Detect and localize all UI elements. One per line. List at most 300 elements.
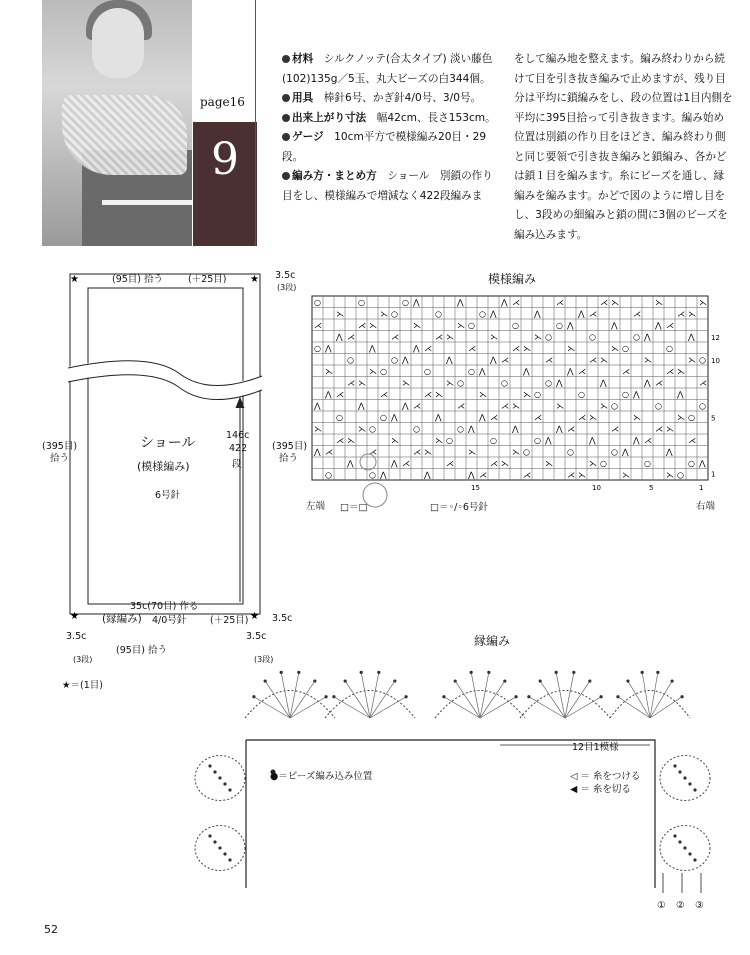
stitch-symbol: ○ [369, 424, 376, 434]
stitch-symbol: ○ [611, 447, 618, 457]
stitch-symbol: ⋀ [314, 401, 321, 411]
stitch-symbol: ○ [644, 459, 651, 468]
stitch-symbol: ⋀ [479, 413, 486, 422]
bead-dot [683, 776, 686, 779]
stitch-symbol: ⋋ [435, 390, 443, 399]
stitch-symbol: ○ [358, 298, 365, 307]
bead-dot [360, 671, 363, 674]
materials-item: 材料 シルクノッテ(合太タイプ) 淡い藤色(102)135g／5玉、丸大ビーズの白344個。 [282, 53, 493, 85]
stitch-symbol: ⋋ [347, 436, 355, 445]
bead-dot [670, 679, 673, 682]
stitch-symbol: ⋌ [655, 378, 663, 388]
bead-dot [404, 695, 407, 698]
stitch-symbol: ⋌ [567, 424, 575, 434]
stitch-symbol: ⋋ [369, 367, 377, 376]
stitch-symbol: ⋀ [314, 447, 321, 457]
scallop [325, 691, 415, 719]
stitch-symbol: ⋀ [336, 332, 343, 342]
bullet-icon [282, 114, 290, 122]
top-pickup: (95目) 拾う [112, 274, 164, 285]
stitch-symbol: ⋌ [369, 447, 377, 457]
stitch-symbol: ⋀ [446, 355, 453, 365]
stitch-symbol: ⋀ [468, 470, 475, 480]
stitch-symbol: ⋀ [567, 367, 574, 376]
stitch-symbol: ⋋ [512, 447, 520, 457]
size-item: 出来上がり寸法 幅42cm、長さ153cm。 [282, 109, 496, 129]
stitch-symbol: ⋋ [523, 344, 531, 353]
stitch-symbol: ⋀ [688, 332, 695, 342]
stitch-symbol: ⋋ [314, 424, 322, 434]
fan-stitch [290, 697, 326, 718]
stitch-symbol: ⋀ [325, 344, 332, 353]
stitch-symbol: ⋌ [688, 436, 696, 445]
stitch-symbol: ⋋ [611, 344, 619, 353]
bead-dot [218, 846, 221, 849]
stitch-symbol: ⋋ [622, 470, 630, 480]
stitch-symbol: ⋀ [325, 390, 332, 399]
stitch-symbol: ⋌ [413, 401, 421, 411]
side-left-pickup: 拾う [50, 453, 70, 464]
cast-on: 35c(70目) 作る [130, 601, 199, 612]
stitch-symbol: ⋋ [479, 390, 487, 399]
stitch-symbol: ○ [380, 367, 387, 376]
stitch-symbol: ○ [567, 447, 574, 457]
row-label: 1 [711, 470, 716, 479]
stitch-symbol: ⋀ [556, 424, 563, 434]
shawl-name: ショール [140, 435, 196, 451]
chart-right-end: 右端 [696, 501, 716, 512]
edging-title: 縁編み [474, 634, 511, 648]
bead-dot [454, 679, 457, 682]
pattern-number-badge: 9 [193, 122, 257, 246]
stitch-symbol: ○ [402, 298, 409, 307]
stitch-symbol: ○ [490, 436, 497, 445]
stitch-symbol: ○ [468, 321, 475, 330]
corner-star: ★ [250, 611, 259, 622]
bullet-icon [282, 133, 290, 141]
stitch-symbol: ⋌ [633, 309, 641, 319]
rows-label: 422 [229, 443, 248, 454]
fan-stitch [618, 697, 650, 718]
scallop [610, 691, 690, 719]
tools-item: 用具 棒針6号、かぎ針4/0号、3/0号。 [282, 89, 496, 109]
stitch-symbol: ⋀ [490, 309, 497, 319]
rows-unit: 段 [232, 459, 242, 470]
bead-dot [442, 695, 445, 698]
bead-dot [588, 679, 591, 682]
stitch-symbol: ⋀ [490, 355, 497, 365]
corner-top: 3.5c [275, 270, 296, 281]
cut-note: ◀ ＝ 糸を切る [570, 784, 631, 795]
stitch-symbol: ⋌ [479, 470, 487, 480]
side-right-count: (395目) [272, 441, 308, 452]
bead-dot [313, 679, 316, 682]
shawl-needle: 6号針 [155, 490, 181, 501]
bead-dot [680, 695, 683, 698]
fan-stitch [254, 697, 290, 718]
bead-dot [673, 764, 676, 767]
stitch-symbol: ○ [589, 332, 596, 342]
stitch-symbol: ⋀ [391, 413, 398, 422]
stitch-symbol: ⋋ [358, 424, 366, 434]
divider [255, 0, 256, 246]
bead-dot [616, 695, 619, 698]
stitch-symbol: ⋌ [501, 401, 509, 411]
corner-star: ★ [250, 274, 259, 285]
stitch-symbol: ○ [424, 367, 431, 376]
stitch-symbol: ⋋ [435, 436, 443, 445]
method-item: 編み方・まとめ方 ショール 別鎖の作り目をし、模様編みで増減なく422段編みま [282, 170, 493, 202]
bead-dot [678, 770, 681, 773]
stitch-symbol: ⋋ [402, 378, 410, 388]
bead-dot [599, 695, 602, 698]
page-number: 52 [44, 923, 58, 936]
bead-dot [218, 776, 221, 779]
bottom-plus: (＋25目) [210, 615, 249, 626]
stitch-symbol: ○ [314, 344, 321, 353]
stitch-symbol: ⋌ [666, 367, 674, 376]
stitch-symbol: ⋀ [435, 413, 442, 422]
scallop [435, 691, 525, 719]
stitch-symbol: ○ [369, 470, 376, 480]
bead-dot [344, 679, 347, 682]
stitch-symbol: ○ [666, 344, 673, 353]
corner-star: ★ [70, 611, 79, 622]
stitch-symbol: ⋀ [644, 378, 651, 388]
stitch-symbol: ○ [435, 309, 442, 319]
stitch-symbol: ○ [688, 459, 695, 468]
chart-left-end: 左端 [306, 501, 326, 512]
stitch-symbol: ○ [457, 424, 464, 434]
stitch-symbol: ⋌ [413, 447, 421, 457]
stitch-symbol: ⋌ [446, 459, 454, 468]
stitch-symbol: ⋋ [589, 413, 597, 422]
stitch-symbol: ⋋ [600, 401, 608, 411]
stitch-symbol: ⋋ [545, 459, 553, 468]
stitch-symbol: ⋋ [336, 309, 344, 319]
stitch-symbol: ⋌ [578, 413, 586, 422]
length-label: 146c [226, 430, 250, 441]
star-note: ★＝(1目) [62, 680, 103, 691]
bead-dot [656, 671, 659, 674]
stitch-symbol: ⋋ [600, 355, 608, 365]
stitch-symbol: ○ [578, 390, 585, 399]
shawl-edge [246, 740, 655, 888]
bead-dot [280, 671, 283, 674]
stitch-symbol: ⋋ [457, 321, 465, 330]
stitch-symbol: ○ [534, 390, 541, 399]
bead-dot [514, 695, 517, 698]
stitch-symbol: ○ [479, 309, 486, 319]
stitch-symbol: ○ [413, 424, 420, 434]
stitch-symbol: ○ [336, 413, 343, 422]
stitch-symbol: ⋌ [589, 309, 597, 319]
fan-stitch [529, 697, 565, 718]
stitch-symbol: ⋌ [655, 424, 663, 434]
stitch-symbol: ⋌ [501, 355, 509, 365]
corner-star: ★ [70, 274, 79, 285]
stitch-symbol: ⋀ [677, 390, 684, 399]
stitch-symbol: ⋀ [655, 321, 662, 330]
stitch-symbol: ⋌ [556, 298, 564, 307]
stitch-symbol: ⋋ [534, 332, 542, 342]
bead-dot [626, 679, 629, 682]
stitch-symbol: ⋋ [556, 401, 564, 411]
corner-width-left: 3.5c [66, 631, 87, 642]
stitch-symbol: ○ [677, 470, 684, 480]
stitch-symbol: ⋋ [380, 309, 388, 319]
edging-label: (縁編み) [102, 613, 142, 625]
bead-dot [223, 852, 226, 855]
stitch-symbol: ⋀ [699, 459, 706, 468]
stitch-symbol: ⋀ [578, 309, 585, 319]
stitch-symbol: ⋌ [391, 332, 399, 342]
side-left-count: (395目) [42, 441, 78, 452]
stitch-symbol: ⋋ [644, 355, 652, 365]
stitch-symbol: ⋀ [501, 298, 508, 307]
stitch-symbol: ○ [501, 378, 508, 388]
bead-dot [213, 840, 216, 843]
stitch-symbol: ⋀ [391, 459, 398, 468]
scallop [520, 691, 610, 719]
method-continued: をして編み地を整えます。編み終わりから続けて目を引き抜き編みで止めますが、残り目分は平均に鎖編みをし、段の位置は1目内側を平均に395目拾って引き抜きます。編み始め位置は別鎖の作り目をほどき、編み終わり側と同じ要領で引き抜き編みと鎖編み、各かどは鎖１目を編みます。糸にビーズを通し、縁編みを編みます。かどで図のように増し目をし、3段めの細編みと鎖の間に3個のビーズを編み込みます。 [514, 53, 733, 241]
row-label: 12 [711, 334, 720, 342]
row-label: 5 [711, 414, 716, 423]
stitch-symbol: ⋋ [501, 459, 509, 468]
stitch-symbol: ⋌ [468, 344, 476, 353]
row-mark-3: ③ [695, 900, 704, 911]
stitch-symbol: ⋋ [523, 390, 531, 399]
stitch-symbol: ⋀ [556, 378, 563, 388]
stitch-symbol: ⋌ [490, 413, 498, 422]
stitch-symbol: ⋀ [413, 344, 420, 353]
yarn-ball [360, 454, 376, 470]
row-label: 10 [711, 357, 720, 365]
stitch-symbol: ○ [699, 355, 706, 365]
stitch-symbol: ⋋ [369, 321, 377, 330]
bead-dot [228, 858, 231, 861]
stitch-symbol: ⋋ [512, 401, 520, 411]
bead-dot [527, 695, 530, 698]
fan-stitch [370, 697, 406, 718]
stitch-symbol: ⋀ [402, 401, 409, 411]
stitch-symbol: ⋌ [325, 447, 333, 457]
stitch-symbol: ⋀ [457, 298, 464, 307]
stitch-symbol: ○ [622, 344, 629, 353]
stitch-symbol: ⋀ [402, 355, 409, 365]
stitch-symbol: ⋋ [699, 298, 707, 307]
row-mark-1: ① [657, 900, 666, 911]
stitch-symbol: ⋌ [523, 470, 531, 480]
corner-width-right: 3.5c [246, 631, 267, 642]
chart-legend-2: □＝◦/◦6号針 [430, 502, 488, 513]
stitch-symbol: ⋋ [413, 321, 421, 330]
spec-column-1 [282, 50, 496, 206]
edging-hook: 4/0号針 [152, 615, 187, 626]
bead-dot [208, 764, 211, 767]
stitch-symbol: ⋀ [545, 436, 552, 445]
bead-dot [393, 679, 396, 682]
stitch-symbol: ⋋ [424, 447, 432, 457]
bead-dot [252, 695, 255, 698]
stitch-symbol: ○ [611, 401, 618, 411]
stitch-symbol: ⋀ [567, 321, 574, 330]
bead-dot [228, 788, 231, 791]
stitch-symbol: ⋌ [314, 321, 322, 330]
stitch-symbol: ⋌ [347, 332, 355, 342]
stitch-symbol: ⋋ [490, 332, 498, 342]
stitch-symbol: ○ [347, 355, 354, 365]
stitch-symbol: ⋀ [622, 447, 629, 457]
stitch-symbol: ○ [523, 447, 530, 457]
bullet-icon [282, 94, 290, 102]
fan-stitch [650, 697, 682, 718]
stitch-symbol: ⋌ [589, 355, 597, 365]
corner-top-rows: (3段) [277, 283, 297, 292]
stitch-symbol: ⋋ [567, 344, 575, 353]
fan-stitch [334, 697, 370, 718]
stitch-symbol: ⋋ [688, 309, 696, 319]
stitch-symbol: ⋌ [490, 459, 498, 468]
stitch-symbol: ○ [446, 436, 453, 445]
repeat-label: 12目1模様 [572, 742, 619, 753]
bead-dot [213, 770, 216, 773]
stitch-symbol: ⋋ [666, 470, 674, 480]
stitch-symbol: ⋀ [413, 298, 420, 307]
stitch-chart [300, 290, 730, 510]
stitch-symbol: ⋀ [600, 378, 607, 388]
stitch-symbol: ⋌ [567, 470, 575, 480]
stitch-symbol: ○ [380, 413, 387, 422]
stitch-symbol: ⋌ [457, 401, 465, 411]
stitch-symbol: ○ [325, 470, 332, 480]
gauge-item: ゲージ 10cm平方で模様編み20目・29段。 [282, 131, 487, 163]
stitch-symbol: ○ [512, 321, 519, 330]
scallop [245, 691, 335, 719]
stitch-symbol: ⋌ [545, 355, 553, 365]
stitch-symbol: ⋋ [468, 447, 476, 457]
model-photo [42, 0, 192, 246]
bead-note: ●＝ビーズ編み込み位置 [270, 771, 373, 782]
stitch-symbol: ○ [391, 309, 398, 319]
stitch-symbol: ⋌ [402, 459, 410, 468]
col-label: 5 [649, 484, 654, 492]
stitch-symbol: ⋀ [479, 367, 486, 376]
stitch-symbol: ○ [699, 401, 706, 411]
bead-dot [223, 782, 226, 785]
bead-dot [332, 695, 335, 698]
stitch-symbol: ⋌ [534, 413, 542, 422]
col-label: 1 [699, 484, 704, 492]
fan-stitch [444, 697, 480, 718]
stitch-symbol: ⋋ [578, 470, 586, 480]
stitch-symbol: ○ [534, 436, 541, 445]
stitch-symbol: ⋋ [611, 298, 619, 307]
bead-dot [693, 858, 696, 861]
stitch-symbol: ⋌ [336, 390, 344, 399]
bead-dot [539, 679, 542, 682]
edging-chart [180, 648, 740, 908]
stitch-symbol: ○ [468, 367, 475, 376]
stitch-symbol: ⋋ [446, 332, 454, 342]
stitch-symbol: ⋀ [611, 321, 618, 330]
spec-column-2 [514, 50, 734, 245]
stitch-symbol: ⋌ [347, 378, 355, 388]
stitch-symbol: ⋌ [611, 424, 619, 434]
stitch-symbol: ⋀ [369, 344, 376, 353]
corner-bottom: 3.5c [272, 613, 293, 624]
stitch-symbol: ⋀ [512, 424, 519, 434]
stitch-symbol: ⋌ [512, 344, 520, 353]
stitch-symbol: ○ [600, 459, 607, 468]
stitch-symbol: ⋀ [534, 309, 541, 319]
stitch-symbol: ⋀ [633, 390, 640, 399]
stitch-symbol: ⋌ [380, 390, 388, 399]
stitch-symbol: ○ [457, 378, 464, 388]
stitch-symbol: ⋋ [633, 413, 641, 422]
stitch-symbol: ⋌ [578, 367, 586, 376]
stitch-symbol: ⋀ [523, 367, 530, 376]
stitch-symbol: ⋌ [358, 321, 366, 330]
bead-dot [678, 840, 681, 843]
stitch-symbol: ⋀ [633, 436, 640, 445]
bead-dot [683, 846, 686, 849]
bead-dot [264, 679, 267, 682]
stitch-symbol: ⋋ [655, 298, 663, 307]
bullet-icon [282, 172, 290, 180]
stitch-symbol: ⋌ [622, 367, 630, 376]
stitch-symbol: ⋀ [666, 447, 673, 457]
stitch-symbol: ⋋ [325, 367, 333, 376]
stitch-symbol: ⋌ [600, 298, 608, 307]
stitch-symbol: ⋋ [358, 378, 366, 388]
stitch-symbol: ⋋ [446, 378, 454, 388]
stitch-symbol: ⋋ [688, 355, 696, 365]
stitch-symbol: ○ [633, 332, 640, 342]
stitch-symbol: ⋀ [468, 424, 475, 434]
stitch-symbol: ⋀ [347, 459, 354, 468]
stitch-symbol: ⋀ [644, 332, 651, 342]
stitch-symbol: ○ [391, 355, 398, 365]
stitch-symbol: ⋀ [380, 470, 387, 480]
bead-dot [487, 671, 490, 674]
stitch-symbol: ⋌ [666, 321, 674, 330]
stitch-symbol: ○ [314, 298, 321, 307]
page-reference: page16 [200, 95, 245, 109]
stitch-symbol: ⋌ [424, 390, 432, 399]
side-right-pickup: 拾う [279, 453, 299, 464]
bead-dot [688, 852, 691, 855]
stitch-symbol: ⋀ [589, 436, 596, 445]
stitch-symbol: ⋀ [358, 401, 365, 411]
bead-dot [297, 671, 300, 674]
bead-dot [555, 671, 558, 674]
col-label: 15 [471, 484, 480, 492]
join-note: ◁ ＝ 糸をつける [570, 771, 641, 782]
stitch-symbol: ⋌ [424, 344, 432, 353]
stitch-symbol: ⋋ [391, 436, 399, 445]
stitch-symbol: ⋀ [424, 470, 431, 480]
bullet-icon [282, 55, 290, 63]
stitch-symbol: ⋌ [512, 298, 520, 307]
stitch-symbol: ⋌ [435, 332, 443, 342]
chart-legend-1: □＝□ [340, 502, 368, 513]
top-plus: (＋25目) [188, 274, 227, 285]
bead-dot [324, 695, 327, 698]
stitch-symbol: ○ [622, 390, 629, 399]
bead-dot [641, 671, 644, 674]
chart-title: 模様編み [488, 272, 537, 286]
